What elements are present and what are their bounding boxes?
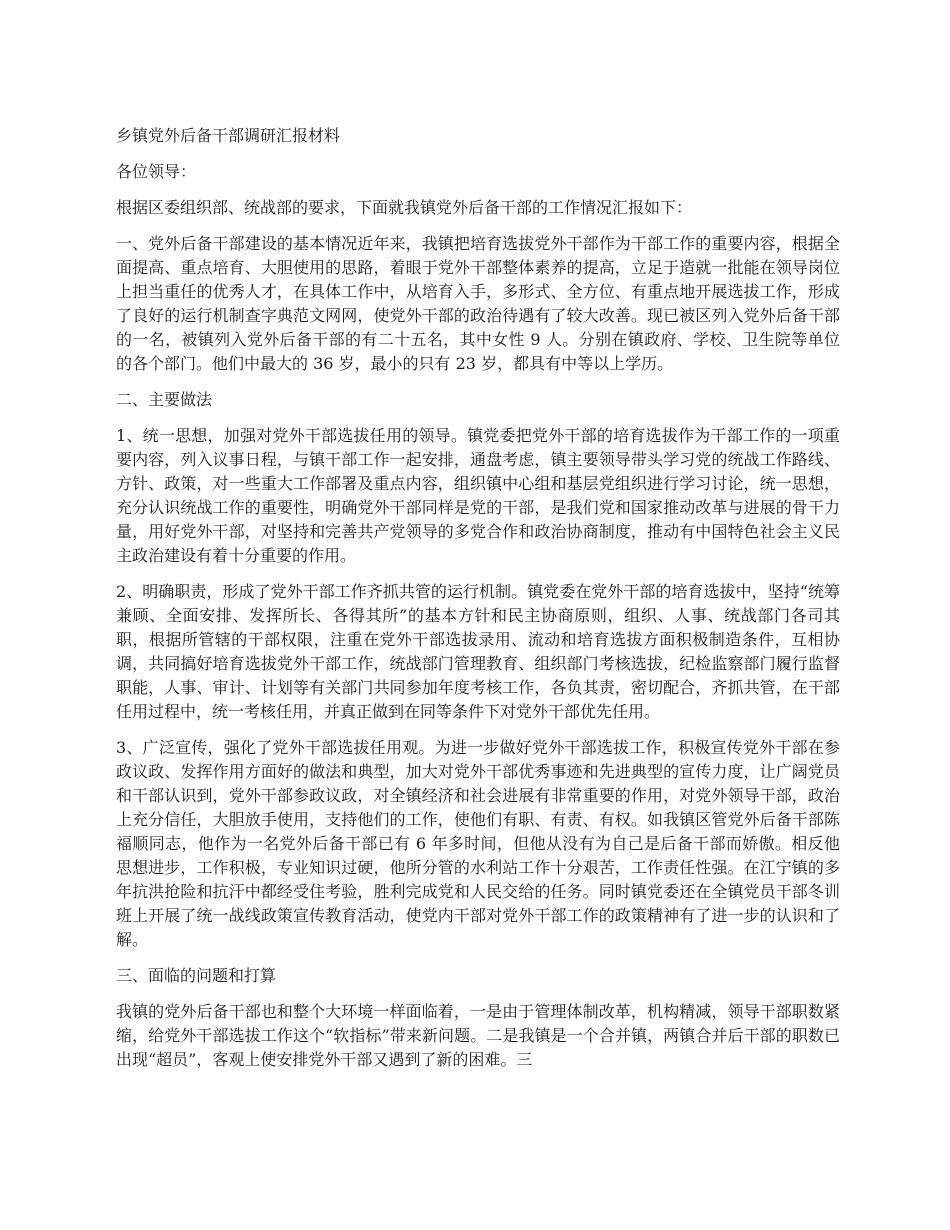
point-1-paragraph: 1、统一思想，加强对党外干部选拔任用的领导。镇党委把党外干部的培育选拔作为干部工作的一项重要内容，列入议事日程，与镇干部工作一起安排，通盘考虑，镇主要领导带头学习党的统战工作路线、方针、政策，对一些重大工作部署及重点内容，组织镇中心组和基层党组织进行学习讨论，统一思想，充分认识统战工作的重要性，明确党外干部同样是党的干部，是我们党和国家推动改革与进展的骨干力量，用好党外干部，对坚持和完善共产党领导的多党合作和政治协商制度，推动有中国特色社会主义民主政治建设有着十分重要的作用。 xyxy=(116,426,840,565)
section-3-paragraph: 我镇的党外后备干部也和整个大环境一样面临着，一是由于管理体制改革，机构精减，领导干部职数紧缩，给党外干部选拔工作这个“软指标”带来新问题。二是我镇是一个合并镇，两镇合并后干部的职数已出现“超员”，客观上使安排党外干部又遇到了新的困难。三 xyxy=(116,1002,840,1069)
point-2-paragraph: 2、明确职责，形成了党外干部工作齐抓共管的运行机制。镇党委在党外干部的培育选拔中，坚持“统筹兼顾、全面安排、发挥所长、各得其所”的基本方针和民主协商原则，组织、人事、统战部门各司其职，根据所管辖的干部权限，注重在党外干部选拔录用、流动和培育选拔方面积极制造条件，互相协调，共同搞好培育选拔党外干部工作，统战部门管理教育、组织部门考核选拔，纪检监察部门履行监督职能，人事、审计、计划等有关部门共同参加年度考核工作，各负其责，密切配合，齐抓共管，在干部任用过程中，统一考核任用，并真正做到在同等条件下对党外干部优先任用。 xyxy=(116,582,840,721)
salutation: 各位领导： xyxy=(116,162,197,181)
section-3-heading: 三、面临的问题和打算 xyxy=(116,966,277,985)
intro-paragraph: 根据区委组织部、统战部的要求，下面就我镇党外后备干部的工作情况汇报如下： xyxy=(116,198,693,217)
section-2-heading: 二、主要做法 xyxy=(116,390,213,409)
document-body xyxy=(116,124,840,1084)
section-1-paragraph: 一、党外后备干部建设的基本情况近年来，我镇把培育选拔党外干部作为干部工作的重要内容，根据全面提高、重点培育、大胆使用的思路，着眼于党外干部整体素养的提高，立足于造就一批能在领导岗位上担当重任的优秀人才，在具体工作中，从培育入手，多形式、全方位、有重点地开展选拔工作，形成了良好的运行机制查字典范文网网，使党外干部的政治待遇有了较大改善。现已被区列入党外后备干部的一名，被镇列入党外后备干部的有二十五名，其中女性 9 人。分别在镇政府、学校、卫生院等单位的各个部门。他们中最大的 36 岁，最小的只有 23 岁，都具有中等以上学历。 xyxy=(116,234,840,373)
point-3-paragraph: 3、广泛宣传，强化了党外干部选拔任用观。为进一步做好党外干部选拔工作，积极宣传党外干部在参政议政、发挥作用方面好的做法和典型，加大对党外干部优秀事迹和先进典型的宣传力度，让广阔党员和干部认识到，党外干部参政议政，对全镇经济和社会进展有非常重要的作用，对党外领导干部，政治上充分信任，大胆放手使用，支持他们的工作，使他们有职、有责、有权。如我镇区管党外后备干部陈福顺同志，他作为一名党外后备干部已有 6 年多时间，但他从没有为自己是后备干部而娇傲。相反他思想进步，工作积极，专业知识过硬，他所分管的水利站工作十分艰苦，工作责任性强。在江宁镇的多年抗洪抢险和抗汗中都经受住考验，胜利完成党和人民交给的任务。同时镇党委还在全镇党员干部冬训班上开展了统一战线政策宣传教育活动，使党内干部对党外干部工作的政策精神有了进一步的认识和了解。 xyxy=(116,738,840,949)
document-title: 乡镇党外后备干部调研汇报材料 xyxy=(116,126,341,145)
